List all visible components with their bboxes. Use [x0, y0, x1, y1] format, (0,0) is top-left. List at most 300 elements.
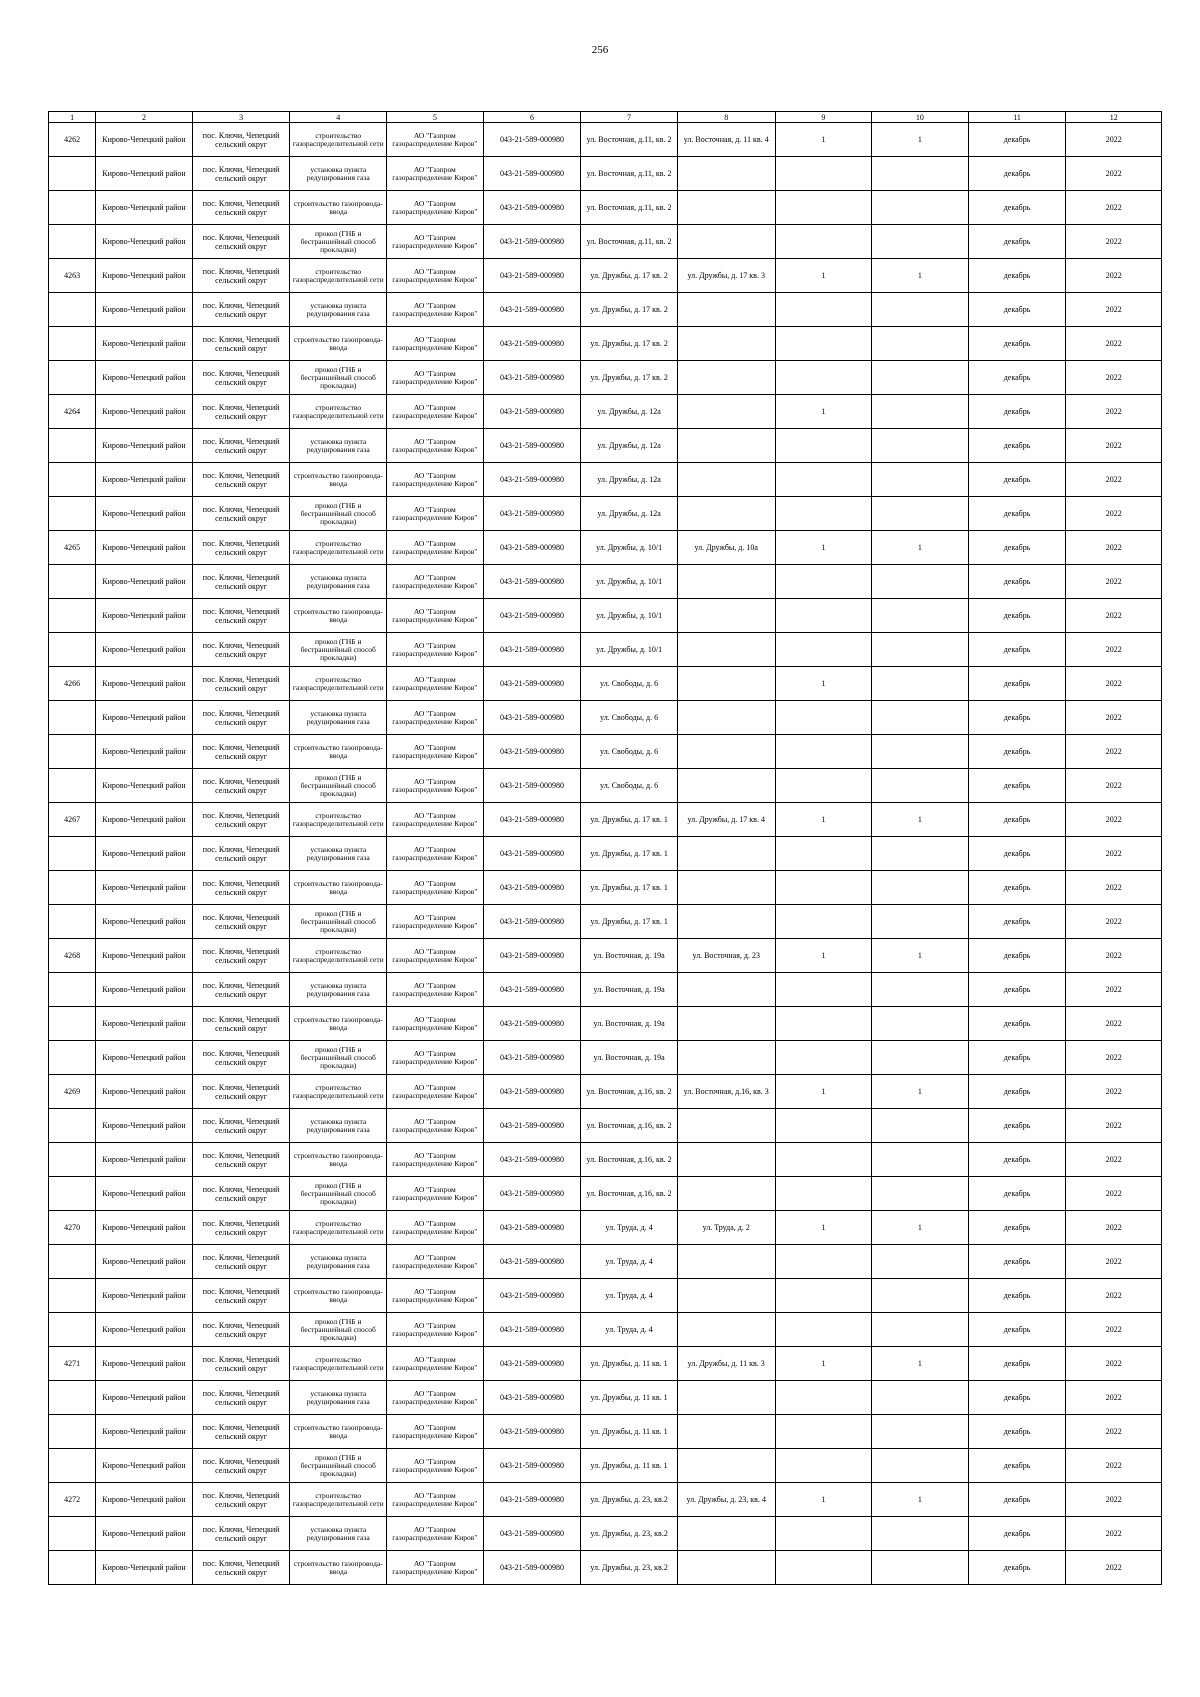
year-cell: 2022: [1066, 701, 1162, 735]
num-cell: [49, 157, 96, 191]
quantity-cell: [872, 1415, 969, 1449]
district-cell: Кирово-Чепецкий район: [96, 327, 193, 361]
page-number: 256: [591, 44, 609, 56]
num-cell: [49, 1041, 96, 1075]
num-cell: 4272: [49, 1483, 96, 1517]
new-address-cell: ул. Восточная, д. 23: [677, 939, 775, 973]
work-type-cell: прокол (ГНБ и бестраншейный способ прокладки): [290, 1041, 387, 1075]
document-number-cell: 043-21-589-000980: [483, 1483, 581, 1517]
organization-cell: АО "Газпром газораспределение Киров": [387, 667, 484, 701]
quantity-cell: [872, 225, 969, 259]
month-cell: декабрь: [968, 1245, 1066, 1279]
new-address-cell: [677, 497, 775, 531]
document-number-cell: 043-21-589-000980: [483, 1313, 581, 1347]
table-row: [49, 1517, 1162, 1551]
new-address-cell: [677, 429, 775, 463]
table-row: [49, 463, 1162, 497]
month-cell: декабрь: [968, 123, 1066, 157]
work-type-cell: установка пункта редуцирования газа: [290, 429, 387, 463]
quantity-cell: [775, 633, 872, 667]
organization-cell: АО "Газпром газораспределение Киров": [387, 1109, 484, 1143]
organization-cell: АО "Газпром газораспределение Киров": [387, 599, 484, 633]
num-cell: [49, 973, 96, 1007]
year-cell: 2022: [1066, 1381, 1162, 1415]
work-type-cell: строительство газораспределительной сети: [290, 1347, 387, 1381]
month-cell: декабрь: [968, 905, 1066, 939]
quantity-cell: [775, 1245, 872, 1279]
new-address-cell: ул. Восточная, д.16, кв. 3: [677, 1075, 775, 1109]
new-address-cell: ул. Дружбы, д. 10а: [677, 531, 775, 565]
settlement-cell: пос. Ключи, Чепецкий сельский округ: [192, 327, 290, 361]
num-cell: [49, 633, 96, 667]
quantity-cell: [775, 293, 872, 327]
new-address-cell: [677, 463, 775, 497]
quantity-cell: [775, 1313, 872, 1347]
num-cell: [49, 1279, 96, 1313]
quantity-cell: [775, 1007, 872, 1041]
table-row: [49, 327, 1162, 361]
settlement-cell: пос. Ключи, Чепецкий сельский округ: [192, 395, 290, 429]
organization-cell: АО "Газпром газораспределение Киров": [387, 1245, 484, 1279]
address-cell: ул. Дружбы, д. 10/1: [581, 633, 678, 667]
register-table: [48, 111, 1162, 1585]
new-address-cell: [677, 701, 775, 735]
quantity-cell: [775, 599, 872, 633]
table-row: [49, 1381, 1162, 1415]
num-cell: [49, 1143, 96, 1177]
work-type-cell: прокол (ГНБ и бестраншейный способ прокладки): [290, 769, 387, 803]
month-cell: декабрь: [968, 531, 1066, 565]
work-type-cell: строительство газопровода-ввода: [290, 735, 387, 769]
district-cell: Кирово-Чепецкий район: [96, 395, 193, 429]
district-cell: Кирово-Чепецкий район: [96, 259, 193, 293]
month-cell: декабрь: [968, 463, 1066, 497]
organization-cell: АО "Газпром газораспределение Киров": [387, 1415, 484, 1449]
settlement-cell: пос. Ключи, Чепецкий сельский округ: [192, 837, 290, 871]
work-type-cell: строительство газораспределительной сети: [290, 259, 387, 293]
header-cell: 8: [677, 112, 775, 123]
address-cell: ул. Дружбы, д. 11 кв. 1: [581, 1415, 678, 1449]
quantity-cell: 1: [872, 123, 969, 157]
month-cell: декабрь: [968, 429, 1066, 463]
district-cell: Кирово-Чепецкий район: [96, 531, 193, 565]
year-cell: 2022: [1066, 1347, 1162, 1381]
quantity-cell: [775, 191, 872, 225]
quantity-cell: [775, 1177, 872, 1211]
quantity-cell: 1: [872, 803, 969, 837]
num-cell: [49, 1007, 96, 1041]
quantity-cell: 1: [775, 939, 872, 973]
address-cell: ул. Восточная, д. 19а: [581, 939, 678, 973]
quantity-cell: [872, 1551, 969, 1585]
table-row: [49, 259, 1162, 293]
quantity-cell: 1: [775, 1211, 872, 1245]
quantity-cell: 1: [872, 939, 969, 973]
quantity-cell: [872, 463, 969, 497]
table-row: [49, 1313, 1162, 1347]
month-cell: декабрь: [968, 769, 1066, 803]
work-type-cell: строительство газопровода-ввода: [290, 327, 387, 361]
address-cell: ул. Дружбы, д. 23, кв.2: [581, 1551, 678, 1585]
document-number-cell: 043-21-589-000980: [483, 429, 581, 463]
month-cell: декабрь: [968, 1415, 1066, 1449]
document-number-cell: 043-21-589-000980: [483, 1245, 581, 1279]
district-cell: Кирово-Чепецкий район: [96, 701, 193, 735]
quantity-cell: [775, 565, 872, 599]
year-cell: 2022: [1066, 633, 1162, 667]
district-cell: Кирово-Чепецкий район: [96, 1177, 193, 1211]
table-row: [49, 1041, 1162, 1075]
quantity-cell: [872, 633, 969, 667]
quantity-cell: [872, 973, 969, 1007]
address-cell: ул. Свободы, д. 6: [581, 735, 678, 769]
year-cell: 2022: [1066, 293, 1162, 327]
district-cell: Кирово-Чепецкий район: [96, 497, 193, 531]
quantity-cell: 1: [872, 259, 969, 293]
quantity-cell: [775, 429, 872, 463]
month-cell: декабрь: [968, 633, 1066, 667]
header-cell: 7: [581, 112, 678, 123]
document-number-cell: 043-21-589-000980: [483, 1143, 581, 1177]
new-address-cell: [677, 191, 775, 225]
table-row: [49, 157, 1162, 191]
organization-cell: АО "Газпром газораспределение Киров": [387, 1381, 484, 1415]
new-address-cell: [677, 905, 775, 939]
month-cell: декабрь: [968, 1347, 1066, 1381]
month-cell: декабрь: [968, 293, 1066, 327]
month-cell: декабрь: [968, 259, 1066, 293]
organization-cell: АО "Газпром газораспределение Киров": [387, 1483, 484, 1517]
new-address-cell: [677, 361, 775, 395]
work-type-cell: строительство газопровода-ввода: [290, 1279, 387, 1313]
document-number-cell: 043-21-589-000980: [483, 1075, 581, 1109]
district-cell: Кирово-Чепецкий район: [96, 1007, 193, 1041]
table-row: [49, 1211, 1162, 1245]
year-cell: 2022: [1066, 939, 1162, 973]
year-cell: 2022: [1066, 769, 1162, 803]
num-cell: [49, 1517, 96, 1551]
organization-cell: АО "Газпром газораспределение Киров": [387, 939, 484, 973]
organization-cell: АО "Газпром газораспределение Киров": [387, 905, 484, 939]
quantity-cell: 1: [775, 531, 872, 565]
quantity-cell: [872, 769, 969, 803]
table-row: [49, 939, 1162, 973]
address-cell: ул. Восточная, д.11, кв. 2: [581, 157, 678, 191]
year-cell: 2022: [1066, 1143, 1162, 1177]
work-type-cell: строительство газопровода-ввода: [290, 1143, 387, 1177]
settlement-cell: пос. Ключи, Чепецкий сельский округ: [192, 803, 290, 837]
work-type-cell: строительство газопровода-ввода: [290, 599, 387, 633]
quantity-cell: [872, 1007, 969, 1041]
work-type-cell: установка пункта редуцирования газа: [290, 293, 387, 327]
new-address-cell: [677, 327, 775, 361]
new-address-cell: [677, 1517, 775, 1551]
new-address-cell: ул. Труда, д. 2: [677, 1211, 775, 1245]
organization-cell: АО "Газпром газораспределение Киров": [387, 1075, 484, 1109]
organization-cell: АО "Газпром газораспределение Киров": [387, 395, 484, 429]
organization-cell: АО "Газпром газораспределение Киров": [387, 293, 484, 327]
organization-cell: АО "Газпром газораспределение Киров": [387, 157, 484, 191]
new-address-cell: [677, 1279, 775, 1313]
num-cell: [49, 191, 96, 225]
new-address-cell: [677, 1449, 775, 1483]
table-row: [49, 701, 1162, 735]
num-cell: [49, 1381, 96, 1415]
document-number-cell: 043-21-589-000980: [483, 1381, 581, 1415]
address-cell: ул. Труда, д. 4: [581, 1313, 678, 1347]
document-number-cell: 043-21-589-000980: [483, 735, 581, 769]
year-cell: 2022: [1066, 327, 1162, 361]
quantity-cell: 1: [872, 1075, 969, 1109]
num-cell: [49, 463, 96, 497]
address-cell: ул. Свободы, д. 6: [581, 769, 678, 803]
quantity-cell: [872, 905, 969, 939]
document-number-cell: 043-21-589-000980: [483, 259, 581, 293]
table-row: [49, 123, 1162, 157]
document-number-cell: 043-21-589-000980: [483, 1177, 581, 1211]
table-row: [49, 191, 1162, 225]
year-cell: 2022: [1066, 1313, 1162, 1347]
year-cell: 2022: [1066, 1177, 1162, 1211]
quantity-cell: [872, 1041, 969, 1075]
address-cell: ул. Дружбы, д. 12а: [581, 395, 678, 429]
year-cell: 2022: [1066, 497, 1162, 531]
num-cell: [49, 225, 96, 259]
new-address-cell: [677, 1381, 775, 1415]
address-cell: ул. Дружбы, д. 10/1: [581, 531, 678, 565]
address-cell: ул. Дружбы, д. 17 кв. 2: [581, 293, 678, 327]
num-cell: 4270: [49, 1211, 96, 1245]
table-row: [49, 1347, 1162, 1381]
quantity-cell: 1: [775, 1347, 872, 1381]
table-row: [49, 225, 1162, 259]
settlement-cell: пос. Ключи, Чепецкий сельский округ: [192, 497, 290, 531]
new-address-cell: [677, 157, 775, 191]
district-cell: Кирово-Чепецкий район: [96, 837, 193, 871]
address-cell: ул. Восточная, д. 19а: [581, 973, 678, 1007]
header-cell: 4: [290, 112, 387, 123]
year-cell: 2022: [1066, 1075, 1162, 1109]
document-number-cell: 043-21-589-000980: [483, 871, 581, 905]
table-row: [49, 1245, 1162, 1279]
work-type-cell: прокол (ГНБ и бестраншейный способ прокладки): [290, 1177, 387, 1211]
num-cell: 4271: [49, 1347, 96, 1381]
document-number-cell: 043-21-589-000980: [483, 633, 581, 667]
header-cell: 6: [483, 112, 581, 123]
settlement-cell: пос. Ключи, Чепецкий сельский округ: [192, 1211, 290, 1245]
document-number-cell: 043-21-589-000980: [483, 905, 581, 939]
work-type-cell: прокол (ГНБ и бестраншейный способ прокладки): [290, 633, 387, 667]
address-cell: ул. Дружбы, д. 17 кв. 1: [581, 803, 678, 837]
quantity-cell: [775, 1449, 872, 1483]
district-cell: Кирово-Чепецкий район: [96, 157, 193, 191]
settlement-cell: пос. Ключи, Чепецкий сельский округ: [192, 1245, 290, 1279]
address-cell: ул. Восточная, д.16, кв. 2: [581, 1109, 678, 1143]
document-number-cell: 043-21-589-000980: [483, 1041, 581, 1075]
month-cell: декабрь: [968, 1211, 1066, 1245]
organization-cell: АО "Газпром газораспределение Киров": [387, 225, 484, 259]
organization-cell: АО "Газпром газораспределение Киров": [387, 531, 484, 565]
address-cell: ул. Дружбы, д. 10/1: [581, 565, 678, 599]
month-cell: декабрь: [968, 803, 1066, 837]
work-type-cell: прокол (ГНБ и бестраншейный способ прокладки): [290, 361, 387, 395]
organization-cell: АО "Газпром газораспределение Киров": [387, 1143, 484, 1177]
address-cell: ул. Свободы, д. 6: [581, 701, 678, 735]
settlement-cell: пос. Ключи, Чепецкий сельский округ: [192, 769, 290, 803]
settlement-cell: пос. Ключи, Чепецкий сельский округ: [192, 1177, 290, 1211]
settlement-cell: пос. Ключи, Чепецкий сельский округ: [192, 871, 290, 905]
num-cell: 4265: [49, 531, 96, 565]
document-number-cell: 043-21-589-000980: [483, 1347, 581, 1381]
month-cell: декабрь: [968, 1483, 1066, 1517]
quantity-cell: [872, 497, 969, 531]
quantity-cell: 1: [775, 259, 872, 293]
organization-cell: АО "Газпром газораспределение Киров": [387, 769, 484, 803]
document-number-cell: 043-21-589-000980: [483, 1279, 581, 1313]
address-cell: ул. Дружбы, д. 12а: [581, 429, 678, 463]
table-row: [49, 905, 1162, 939]
header-cell: 9: [775, 112, 872, 123]
document-number-cell: 043-21-589-000980: [483, 361, 581, 395]
table-row: [49, 769, 1162, 803]
work-type-cell: установка пункта редуцирования газа: [290, 701, 387, 735]
district-cell: Кирово-Чепецкий район: [96, 1041, 193, 1075]
year-cell: 2022: [1066, 463, 1162, 497]
district-cell: Кирово-Чепецкий район: [96, 565, 193, 599]
organization-cell: АО "Газпром газораспределение Киров": [387, 837, 484, 871]
work-type-cell: строительство газопровода-ввода: [290, 871, 387, 905]
document-number-cell: 043-21-589-000980: [483, 531, 581, 565]
header-cell: 10: [872, 112, 969, 123]
document-number-cell: 043-21-589-000980: [483, 803, 581, 837]
settlement-cell: пос. Ключи, Чепецкий сельский округ: [192, 1007, 290, 1041]
header-row: [49, 112, 1162, 123]
quantity-cell: [775, 1041, 872, 1075]
year-cell: 2022: [1066, 1551, 1162, 1585]
new-address-cell: [677, 1143, 775, 1177]
new-address-cell: ул. Дружбы, д. 11 кв. 3: [677, 1347, 775, 1381]
settlement-cell: пос. Ключи, Чепецкий сельский округ: [192, 293, 290, 327]
work-type-cell: прокол (ГНБ и бестраншейный способ прокладки): [290, 225, 387, 259]
settlement-cell: пос. Ключи, Чепецкий сельский округ: [192, 1415, 290, 1449]
table-row: [49, 803, 1162, 837]
table-row: [49, 565, 1162, 599]
work-type-cell: прокол (ГНБ и бестраншейный способ прокладки): [290, 1313, 387, 1347]
month-cell: декабрь: [968, 1551, 1066, 1585]
work-type-cell: строительство газораспределительной сети: [290, 939, 387, 973]
quantity-cell: [872, 701, 969, 735]
quantity-cell: 1: [775, 123, 872, 157]
address-cell: ул. Восточная, д.16, кв. 2: [581, 1143, 678, 1177]
quantity-cell: [775, 1279, 872, 1313]
month-cell: декабрь: [968, 599, 1066, 633]
quantity-cell: [872, 1517, 969, 1551]
organization-cell: АО "Газпром газораспределение Киров": [387, 1177, 484, 1211]
new-address-cell: [677, 1313, 775, 1347]
quantity-cell: [775, 1551, 872, 1585]
new-address-cell: ул. Восточная, д. 11 кв. 4: [677, 123, 775, 157]
work-type-cell: строительство газораспределительной сети: [290, 803, 387, 837]
new-address-cell: ул. Дружбы, д. 23, кв. 4: [677, 1483, 775, 1517]
quantity-cell: [775, 1109, 872, 1143]
address-cell: ул. Восточная, д.11, кв. 2: [581, 123, 678, 157]
work-type-cell: строительство газораспределительной сети: [290, 667, 387, 701]
num-cell: [49, 293, 96, 327]
organization-cell: АО "Газпром газораспределение Киров": [387, 1517, 484, 1551]
num-cell: [49, 1313, 96, 1347]
quantity-cell: [872, 1449, 969, 1483]
num-cell: 4268: [49, 939, 96, 973]
district-cell: Кирово-Чепецкий район: [96, 191, 193, 225]
district-cell: Кирово-Чепецкий район: [96, 1551, 193, 1585]
num-cell: [49, 599, 96, 633]
year-cell: 2022: [1066, 1211, 1162, 1245]
year-cell: 2022: [1066, 871, 1162, 905]
work-type-cell: установка пункта редуцирования газа: [290, 157, 387, 191]
year-cell: 2022: [1066, 1415, 1162, 1449]
table-row: [49, 1007, 1162, 1041]
year-cell: 2022: [1066, 667, 1162, 701]
work-type-cell: строительство газораспределительной сети: [290, 1211, 387, 1245]
settlement-cell: пос. Ключи, Чепецкий сельский округ: [192, 735, 290, 769]
year-cell: 2022: [1066, 191, 1162, 225]
settlement-cell: пос. Ключи, Чепецкий сельский округ: [192, 1041, 290, 1075]
settlement-cell: пос. Ключи, Чепецкий сельский округ: [192, 463, 290, 497]
organization-cell: АО "Газпром газораспределение Киров": [387, 361, 484, 395]
district-cell: Кирово-Чепецкий район: [96, 769, 193, 803]
table-row: [49, 1075, 1162, 1109]
district-cell: Кирово-Чепецкий район: [96, 1109, 193, 1143]
new-address-cell: [677, 599, 775, 633]
organization-cell: АО "Газпром газораспределение Киров": [387, 1551, 484, 1585]
settlement-cell: пос. Ключи, Чепецкий сельский округ: [192, 1551, 290, 1585]
quantity-cell: [872, 191, 969, 225]
num-cell: 4262: [49, 123, 96, 157]
month-cell: декабрь: [968, 327, 1066, 361]
table-row: [49, 1109, 1162, 1143]
table-row: [49, 361, 1162, 395]
address-cell: ул. Восточная, д.16, кв. 2: [581, 1075, 678, 1109]
new-address-cell: [677, 565, 775, 599]
quantity-cell: [775, 327, 872, 361]
table-row: [49, 531, 1162, 565]
district-cell: Кирово-Чепецкий район: [96, 1381, 193, 1415]
document-number-cell: 043-21-589-000980: [483, 157, 581, 191]
quantity-cell: [775, 157, 872, 191]
year-cell: 2022: [1066, 123, 1162, 157]
table-row: [49, 1279, 1162, 1313]
quantity-cell: [872, 667, 969, 701]
district-cell: Кирово-Чепецкий район: [96, 1211, 193, 1245]
new-address-cell: [677, 225, 775, 259]
year-cell: 2022: [1066, 259, 1162, 293]
num-cell: [49, 1551, 96, 1585]
address-cell: ул. Дружбы, д. 17 кв. 1: [581, 905, 678, 939]
address-cell: ул. Дружбы, д. 17 кв. 2: [581, 361, 678, 395]
quantity-cell: [872, 565, 969, 599]
quantity-cell: [775, 973, 872, 1007]
work-type-cell: установка пункта редуцирования газа: [290, 973, 387, 1007]
num-cell: [49, 735, 96, 769]
new-address-cell: [677, 1245, 775, 1279]
work-type-cell: строительство газораспределительной сети: [290, 1075, 387, 1109]
table-row: [49, 1177, 1162, 1211]
month-cell: декабрь: [968, 871, 1066, 905]
document-number-cell: 043-21-589-000980: [483, 1007, 581, 1041]
district-cell: Кирово-Чепецкий район: [96, 667, 193, 701]
district-cell: Кирово-Чепецкий район: [96, 429, 193, 463]
organization-cell: АО "Газпром газораспределение Киров": [387, 871, 484, 905]
